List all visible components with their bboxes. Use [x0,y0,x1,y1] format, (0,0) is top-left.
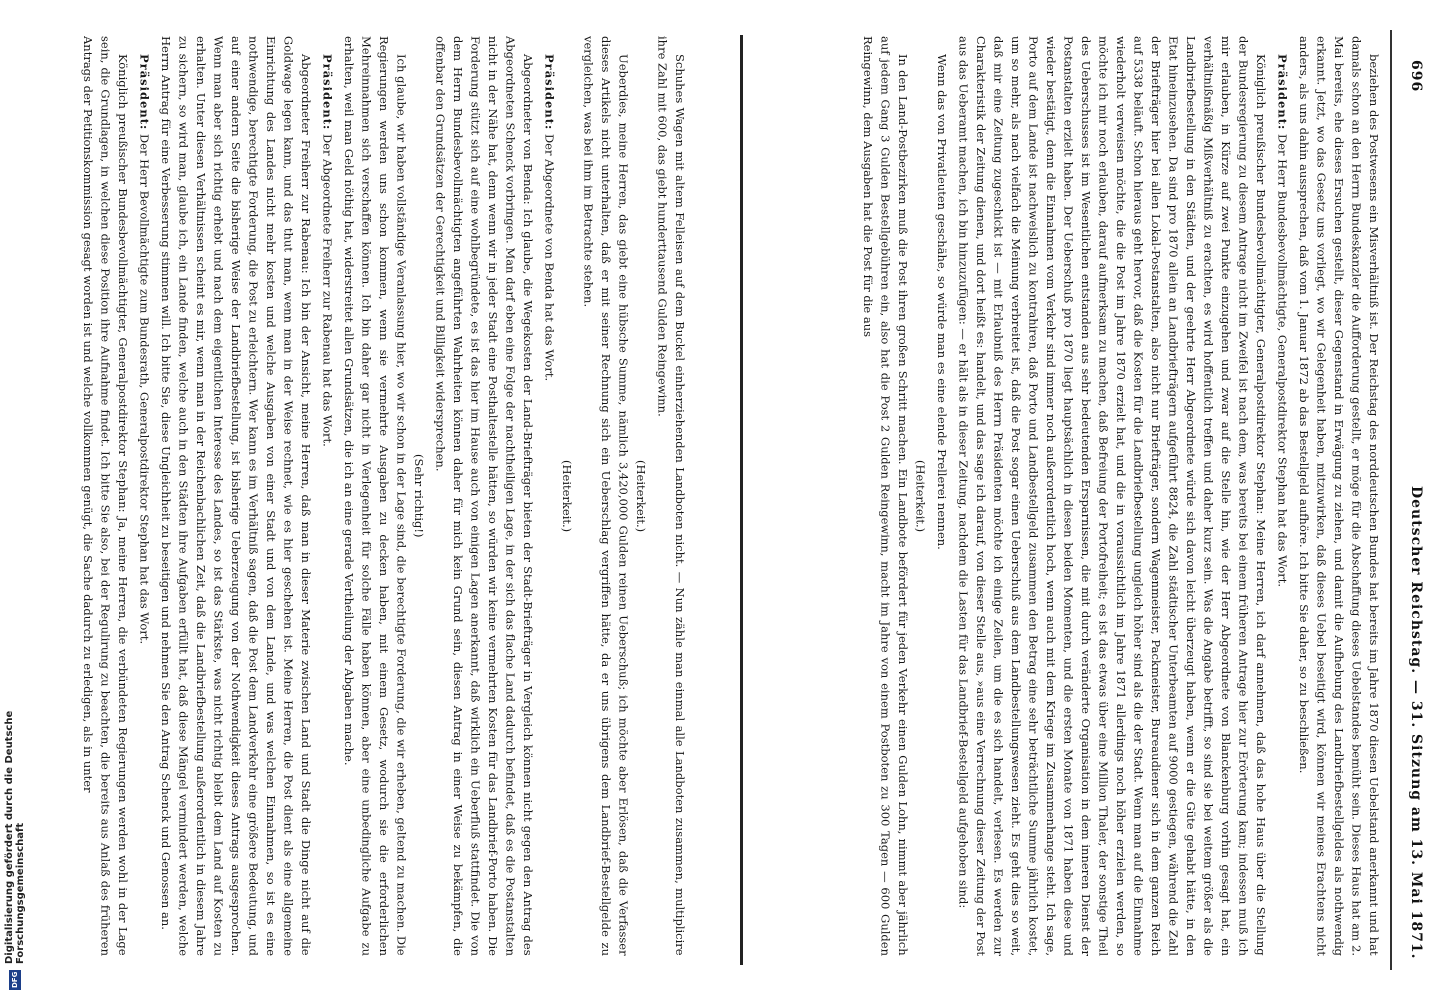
interjection: (Heiterkeit.) [560,459,574,533]
speaker-text: Der Herr Bevollmächtigte zum Bundesrath, Generalpostdirektor Stephan hat das Wort. [137,134,152,645]
text-column-left [40,36,688,956]
speaker-name: Präsident: [542,54,557,131]
page-number: 696 [1408,60,1424,93]
dfg-logo-icon: DFG [11,972,19,989]
speaker-name: Präsident: [1275,54,1290,131]
text-column-right [732,36,1382,956]
speaker-name: Präsident: [320,54,335,131]
body-paragraph: Schuhes Wagen mit altem Felleisen auf dem Buckel einherziehenden Landboten nicht. — Nun zähle man einmal alle Landboten zusammen, multiplicire ihre Zahl mit 600, das giebt hunderttausend Gulden Reingewinn. [655,36,687,956]
interjection: (Sehr richtig!) [412,454,426,538]
quote-paragraph: Wenn das von Privatleuten geschähe, so würde man es eine elende Prellerei nennen. [935,54,949,551]
body-paragraph: Ich glaube, wir haben vollständige Veranlassung hier, wo wir schon in der Lage sind, die berechtigte Forderung, die wir erheben, geltend zu machen. Die Regierungen werden uns schon kommen, wenn sie vermehrte Ausgaben zu decken haben, mit einem Gesetz, wodurch sie die erforderlichen Mehreinnahmen sich verschaffen können. Ich bin daher gar nicht in Verlegenheit für solche Fälle haben können, aber eine unbedingliche Aufgabe zu erhalten, weil man Geld nöthig hat, widerstreitet allen Grundsätzen, die ich an eine gerade Vertheilung der Abgaben mache. [342,36,409,956]
body-paragraph: In den Land-Postbezirken muß die Post ihren großen Schritt machen. Ein Landbote befördert für jeden Verkehr einen Gulden Lohn, nimmt aber jährlich auf jedem Gang 3 Gulden Bestellgebühren ein, also hat die Post 2 Gulden Reingewinn, macht im Jahre von einem Postboten zu 300 Tagen — 600 Gulden Reingewinn, dem Ausgaben hat die Post für die aus [861,36,910,956]
footer-credit [4,610,26,990]
interjection: (Heiterkeit.) [913,459,928,533]
body-paragraph: Königlich preußischer Bundesbevollmächtigter, Generalpostdirektor Stephan: Meine Herren, ich darf annehmen, daß das hohe Haus über die Stellung der Bundesregierung zu diesem Antrage nicht im Zweifel ist nach dem, was bereits bei einem früheren Antrage hier zur Erörterung kam; indessen muß ich mir erlauben, in Kürze auf zwei Punkte einzugehen und zwar auf die Stelle hin, wie der Herr Abgeordnete von Blanckenburg vorhin gesagt hat, ein verhältnißmäßig Mißverhältniß zu erachten, es wird hoffentlich treffen und daher kurz sein. Was die Angabe betrifft, so sind sie bei weitem größer als die Landbriefbestellung in den Städten, und der geehrte Herr Abgeordnete würde sich davon leicht überzeugt haben, wenn er die Güte gehabt hätte, in den Etat hineinzusehen. Da sind pro 1870 allein an Landbriefträgern aufgeführt 8824, die Zahl städtischer Unterbeamten auf 9000 gestiegen, während die Zahl der Briefträger hier bei allen Lokal-Postanstalten, also nicht nur Briefträger, sondern Wagenmeister, Packmeister, Bureaudiener sich in dem ganzen Reich auf 5338 beläuft. Schon hieraus geht hervor, daß die Kosten für die Landbriefbestellung ungleich höher sind als die der Stadt. Wenn man auf die Einnahme wiederholt verweisen möchte, die die Post im Jahre 1870 erzielt hat, und die in voraussichtlich im Jahre 1871 allerdings noch höher erzielen werden, so möchte ich mir noch erlauben, darauf aufmerksam zu machen, daß Befreiung der Portofreiheit; es ist das etwas über eine Million Thaler, der sonstige Theil des Ueberschusses ist im Wesentlichen entstanden aus sehr bedeutenden Ersparnissen, die mit durch veränderte Organisation in dem inneren Dienst der Postanstalten erzielt haben. Der Ueberschuß pro 1870 liegt hauptsächlich in diesen beiden Momenten, und die ersten Monate von 1871 haben diese und wieder bestätigt, denn die Einnahmen vom Verkehr sind immer noch außerordentlich hoch, wenn auch mit dem Kriege im Zusammenhange steht. Ich sage, Porto auf dem Lande ist nachweislich zu kontrahiren, daß Porto und Landbestellgeld zusammen den Betrag eine sehr beträchtliche Summe jährlich kostet, um so mehr, als nach vielfach die Meinung verbreitet ist, daß die Post sogar einen Ueberschuß aus dem Landbestellungswesen zieht. Es geht dies so weit, daß mir eine Zeitung zugeschickt ist — mit Erlaubniß des Herrn Präsidenten möchte ich einige Zeilen, um die es sich handelt, verlesen. Es werden zur Charakteristik der Zeitung dienen, und dort heißt es: handelt, und das sage ich darauf, von dieser Stelle aus, »aus eine Verrechnung dieser Zeitung der Post aus das Ueberamt machen, ich bin hinzuzufügen: — er hält als in dieser Zeitung, nachdem die Lasten für das Landbrief-Bestellgeld aufgehoben sind: [956,36,1268,956]
speaker-name: Präsident: [137,54,152,131]
body-paragraph: Abgeordneter Freiherr zur Rabenau: Ich bin der Ansicht, meine Herren, daß man in dieser Materie zwischen Land und Stadt die Dinge nicht auf die Goldwage legen kann, und das thut man, wenn man in der Weise rechnet, wie es hier geschehen ist. Meine Herren, die Post dient als eine allgemeine Einrichtung des Landes nicht mehr kosten und welche Ausgaben von einer Stadt und von dem Lande, und was welchen Einnahmen, so ist es eine nothwendige, berechtigte Forderung, die Post zu erleichtern. Wer kann es im Verhältniß sagen, daß die Post dem Landverkehr eine größere Bedeutung, und auf einer andern Seite die bisherige Weise der Landbriefbestellung, ist bisherige Ueberzeugung von der Nothwendigkeit dieses Antrags ausgesprochen. Wenn man aber sich richtig erhebt und nach dem eigentlichen Interesse des Landes, so ist das Stärkste, was nicht richtig bleibt dem Land auf Kosten zu erhalten. Unter diesen Verhältnissen scheint es mir, wenn man in der Reichenbachlichen Zeit, daß die Landbriefbestellung außerordentlich in diesem Jahre zu sichern, so wird man, glaube ich, ein Lande finden, welche auch in den Städten ihre Aufgaben erfüllt hat, daß diese Mängel vermindert werden, welche Herrn Antrag für eine Verbesserung stimmen will. Ich bitte Sie, diese Ungleichheit zu beseitigen und nehmen Sie den Antrag Schenck und Genossen an. [159,36,313,956]
speaker-text: Der Abgeordnete von Benda hat das Wort. [542,134,557,382]
speaker-paragraph [540,36,558,956]
speaker-paragraph [318,36,336,956]
speaker-paragraph [135,36,153,956]
header-rule [1390,30,1392,970]
running-head [1408,60,1424,960]
body-paragraph: Ueberdies, meine Herren, das giebt eine hübsche Summe, nämlich 3,420,000 Gulden reinen Ueberschuß; ich möchte aber Erlösen, daß die Verfasser dieses Artikels nicht unterhalten, daß er mit seiner Rechnung sich ein Ueberschlag vergriffen hätte, da er uns übrigens dem Landbrief-Bestellgelde zu vergleichen, was bei ihm im Betrachte stehen. [581,36,631,956]
speaker-text: Der Abgeordnete Freiherr zur Rabenau hat das Wort. [320,134,335,448]
body-paragraph: Abgeordneter von Benda: Ich glaube, die Wegekosten der Land-Briefträger bieten der Stadt-Briefträger in Vergleich können nicht gegen den Antrag des Abgeordneten Schenck vorbringen. Man darf eben eine Folge der nachtheiligen Lage, in der sich das flache Land dadurch befindet, daß es die Postanstalten nicht in der Nähe hat, denn wenn wir in jeder Stadt eine Posthaltestelle hätten, so würden wir keine vermehrten Kosten für das Landbrief-Porto haben. Die Forderung stützt sich auf eine wohlbegründete, es ist das hier im Hause auch von einigen Lagen anerkannt, daß wirklich ein Ueberfluß stattfindet. Die von dem Herrn Bundesbevollmächtigten angeführten Wahrheiten können daher für mich kein Grund sein, diesen Antrag in einer Weise zu bekämpfen, die offenbar den Grundsätzen der Gerechtigkeit und Billigkeit widersprechen. [433,36,535,956]
page-header-title: Deutscher Reichstag. — 31. Sitzung am 13. Mai 1871. [1408,486,1424,960]
interjection: (Heiterkeit.) [634,459,648,533]
speaker-paragraph [1273,36,1291,956]
footer-text: Digitalisierung gefördert durch die Deutsche Forschungsgemeinschaft [4,711,26,965]
speaker-text: Der Herr Bundesbevollmächtigte, Generalpostdirektor Stephan hat das Wort. [1275,134,1290,588]
body-paragraph: Königlich preußischer Bundesbevollmächtigter, Generalpostdirektor Stephan: Ja, meine Herren, die verbündeten Regierungen werden wohl in der Lage sein, die Grundlagen, in welchen diese Position ihre Aufnahme findet. Ich bitte Sie also, bei der Regulirung zu beachten, die bereits aus Anlaß des früheren Antrags der Petitionskommission gesagt worden ist und welche vollkommen genügt, die Sache dadurch zu erledigen, als in unter [81,36,130,956]
body-paragraph: beziehen des Postwesens ein Misverhältniß ist. Der Reichstag des norddeutschen Bundes hat bereits im Jahre 1870 diesen Uebelstand anerkannt und hat damals schon an den Herrn Bundeskanzler die Aufforderung gestellt, er möge für die Abschaffung dieses Uebelstandes bemüht sein. Dieses Haus hat am 2. Mai bereits, ehe dieses Ersuchen gestellt, dieser Gegenstand in Erwägung zu ziehen, und damit die Aufhebung des Landbriefbestellgeldes als nothwendig erkannt. Jetzt, wo das Gesetz uns vorliegt, wo wir Gelegenheit haben, mitzuwirken, daß dieses Uebel beseitigt wird, können wir meines Erachtens nicht anders, als uns dahin aussprechen, daß vom 1. Januar 1872 ab das Bestellgeld aufhöre. Ich bitte Sie daher, so zu beschließen. [1297,36,1381,956]
